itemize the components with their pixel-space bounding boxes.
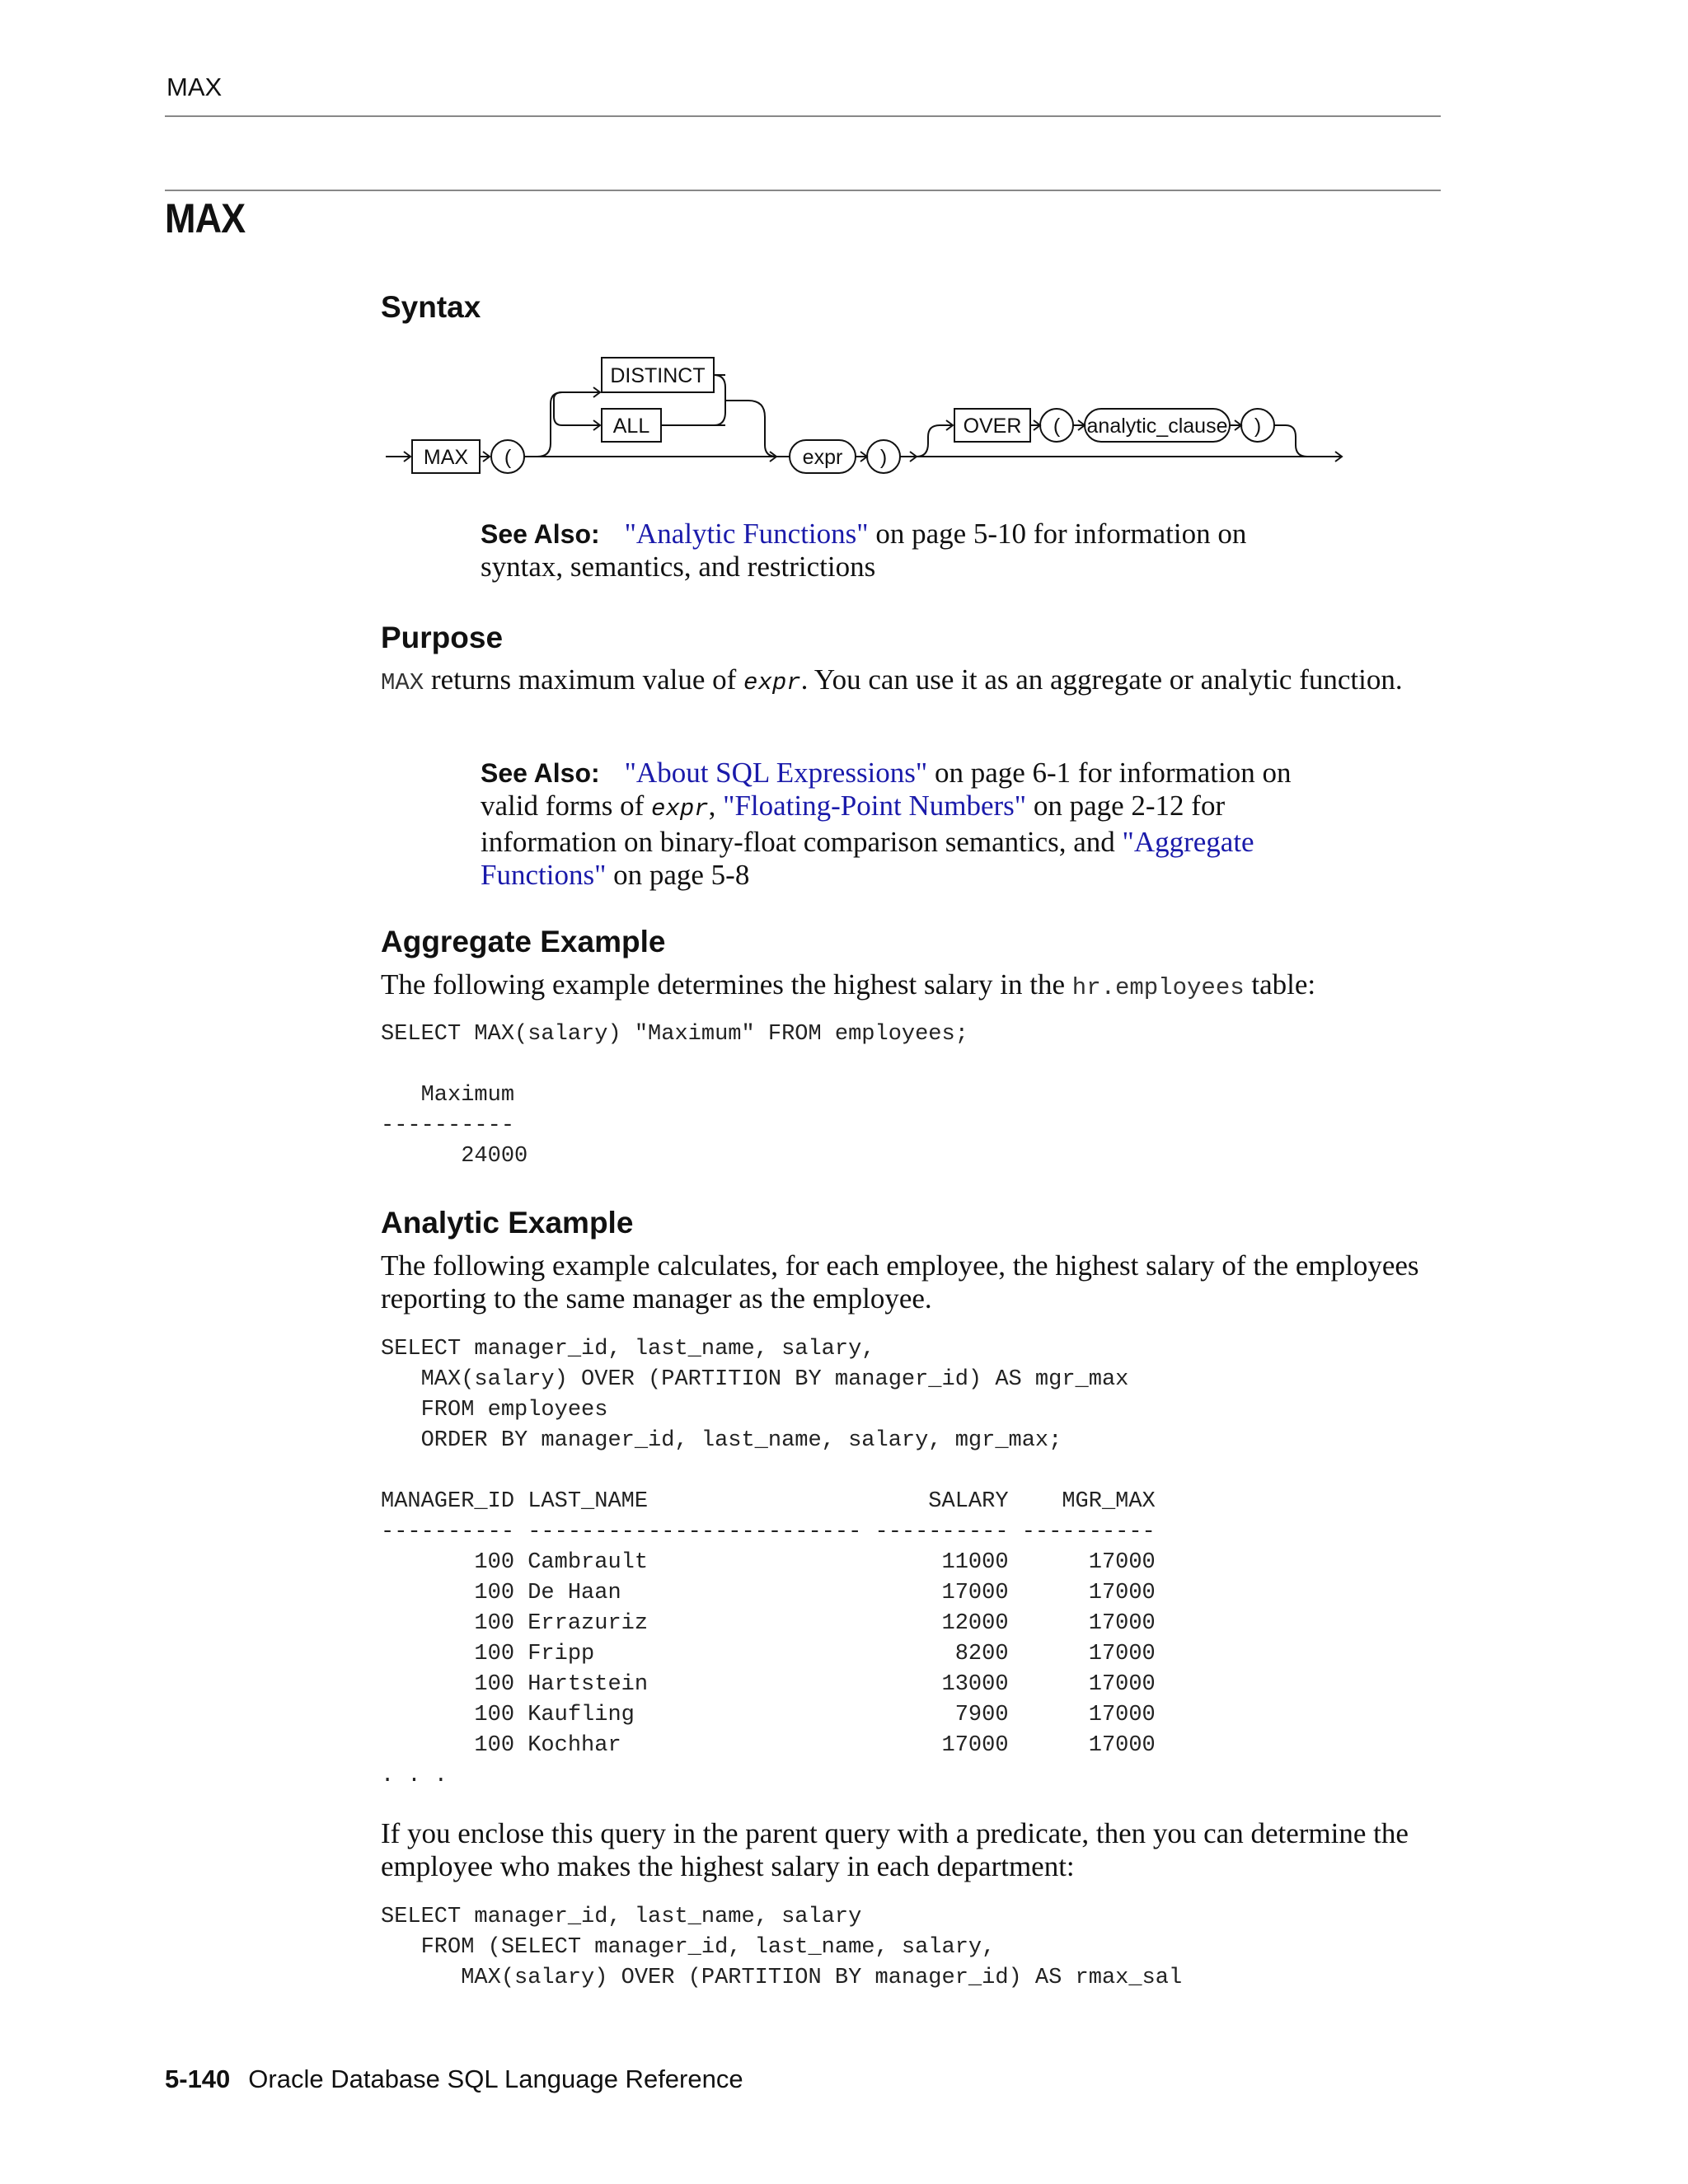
see-also-text-4: on page 5-8 <box>606 859 750 891</box>
link-about-sql-expressions[interactable]: "About SQL Expressions" <box>624 757 928 789</box>
parent-query-code-block: SELECT manager_id, last_name, salary FROM (SELECT manager_id, last_name, salary, MAX(salary) OVER (PARTITION BY manager_id) AS rmax_sal <box>381 1905 1183 1990</box>
running-head: MAX <box>166 73 223 101</box>
diagram-close-paren: ) <box>879 446 888 469</box>
aggregate-text-2: table: <box>1244 968 1316 1001</box>
purpose-text-2: . You can use it as an aggregate or analytic function. <box>800 663 1403 696</box>
aggregate-paragraph <box>381 968 1444 1005</box>
purpose-heading: Purpose <box>381 621 504 654</box>
aggregate-code-block: SELECT MAX(salary) "Maximum" FROM employees; Maximum ---------- 24000 <box>381 1022 968 1169</box>
book-title: Oracle Database SQL Language Reference <box>248 2064 743 2093</box>
link-analytic-functions[interactable]: "Analytic Functions" <box>624 518 869 550</box>
purpose-text-1: returns maximum value of <box>424 663 744 696</box>
syntax-diagram <box>379 346 1352 486</box>
see-also-text-3: on page 2-12 for information on binary-float comparison semantics, and <box>481 790 1226 858</box>
expr-term-2: expr <box>651 795 709 823</box>
header-rule <box>165 115 1441 117</box>
expr-term: expr <box>743 669 801 696</box>
aggregate-text-1: The following example determines the highest salary in the <box>381 968 1072 1001</box>
see-also-label: See Also: <box>481 519 600 549</box>
see-also-text-2: , <box>708 790 724 822</box>
see-also-text: on page 5-10 for information on syntax, semantics, and restrictions <box>481 518 1247 583</box>
analytic-heading: Analytic Example <box>381 1206 634 1240</box>
link-floating-point-numbers[interactable]: "Floating-Point Numbers" <box>723 790 1027 822</box>
see-also-analytic <box>481 518 1321 583</box>
diagram-open-paren: ( <box>504 446 512 469</box>
diagram-analytic-clause: analytic_clause <box>1086 415 1228 438</box>
see-also-label-2: See Also: <box>481 758 600 788</box>
aggregate-heading: Aggregate Example <box>381 925 666 958</box>
link-aggregate-functions[interactable]: "Aggregate Functions" <box>481 826 1254 891</box>
diagram-all-keyword: ALL <box>612 415 650 438</box>
diagram-close-paren-2: ) <box>1254 415 1262 438</box>
purpose-paragraph <box>381 663 1444 700</box>
see-also-expressions <box>481 757 1321 892</box>
title-rule <box>165 190 1441 191</box>
diagram-distinct-keyword: DISTINCT <box>610 364 706 387</box>
page-footer <box>165 2064 743 2094</box>
diagram-expr: expr <box>802 446 843 469</box>
parent-query-paragraph: If you enclose this query in the parent query with a predicate, then you can determine the employee who makes the highest salary in each department: <box>381 1817 1409 1882</box>
diagram-max-keyword: MAX <box>423 446 469 469</box>
code-max: MAX <box>381 669 424 696</box>
analytic-code-block: SELECT manager_id, last_name, salary, MAX(salary) OVER (PARTITION BY manager_id) AS mgr_max FROM employees ORDER BY manager_id, last_name, salary, mgr_max; MANAGER_ID LAST_NAME SALARY MGR_MAX ---------- ------------------------- ---------- ---------- 100 Cambrault 11000 17000 100 De Haan 17000 17000 100 Errazuriz 12000 17000 100 Fripp 8200 17000 100 Hartstein 13000 17000 100 Kaufling 7900 17000 100 Kochhar 17000 17000 . . . <box>381 1337 1156 1788</box>
code-hr-employees: hr.employees <box>1071 974 1245 1001</box>
page-title: MAX <box>165 195 246 241</box>
page-number: 5-140 <box>165 2064 231 2093</box>
analytic-paragraph: The following example calculates, for each employee, the highest salary of the employees reporting to the same manager as the employee. <box>381 1249 1419 1315</box>
diagram-over-keyword: OVER <box>963 415 1022 438</box>
syntax-heading: Syntax <box>381 290 481 324</box>
see-also-text-1: on page 6-1 for information on valid forms of <box>481 757 1292 822</box>
diagram-open-paren-2: ( <box>1053 415 1061 438</box>
